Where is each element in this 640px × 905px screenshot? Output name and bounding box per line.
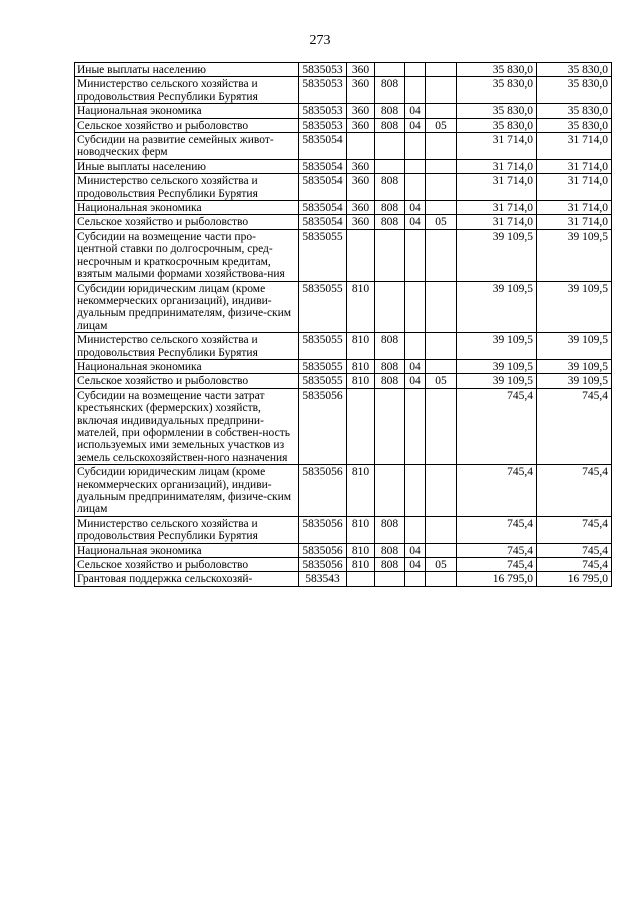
administrator-cell: 808 [375, 215, 405, 229]
section-cell [405, 174, 426, 201]
subsection-cell: 05 [426, 118, 457, 132]
row-name-cell: Иные выплаты населению [75, 63, 299, 77]
table-row [75, 558, 612, 572]
amount-1-cell: 745,4 [457, 465, 537, 517]
amount-1-cell: 31 714,0 [457, 133, 537, 160]
table-row [75, 359, 612, 373]
subsection-cell: 05 [426, 374, 457, 388]
target-article-cell: 5835054 [299, 215, 347, 229]
table-row [75, 133, 612, 160]
amount-2-cell: 745,4 [537, 516, 612, 543]
subsection-cell: 05 [426, 215, 457, 229]
target-article-cell: 5835056 [299, 543, 347, 557]
amount-2-cell: 31 714,0 [537, 133, 612, 160]
target-article-cell: 5835054 [299, 174, 347, 201]
subsection-cell [426, 201, 457, 215]
administrator-cell: 808 [375, 374, 405, 388]
expense-type-cell: 810 [347, 359, 375, 373]
amount-1-cell: 745,4 [457, 558, 537, 572]
table-row [75, 229, 612, 281]
section-cell: 04 [405, 215, 426, 229]
row-name-cell: Министерство сельского хозяйства и продовольствия Республики Бурятия [75, 516, 299, 543]
row-name-cell: Министерство сельского хозяйства и продовольствия Республики Бурятия [75, 174, 299, 201]
expense-type-cell: 360 [347, 77, 375, 104]
section-cell [405, 159, 426, 173]
target-article-cell: 5835056 [299, 388, 347, 464]
subsection-cell [426, 543, 457, 557]
row-name-cell: Сельское хозяйство и рыболовство [75, 118, 299, 132]
table-row [75, 215, 612, 229]
section-cell [405, 465, 426, 517]
table-row [75, 516, 612, 543]
expense-type-cell: 810 [347, 516, 375, 543]
expense-type-cell [347, 388, 375, 464]
amount-2-cell: 35 830,0 [537, 104, 612, 118]
amount-2-cell: 39 109,5 [537, 374, 612, 388]
table-row [75, 174, 612, 201]
amount-2-cell: 31 714,0 [537, 174, 612, 201]
row-name-cell: Национальная экономика [75, 543, 299, 557]
target-article-cell: 5835053 [299, 104, 347, 118]
amount-1-cell: 35 830,0 [457, 77, 537, 104]
expense-type-cell [347, 133, 375, 160]
subsection-cell [426, 281, 457, 333]
target-article-cell: 5835055 [299, 229, 347, 281]
expense-type-cell [347, 572, 375, 586]
subsection-cell [426, 465, 457, 517]
amount-1-cell: 31 714,0 [457, 215, 537, 229]
row-name-cell: Сельское хозяйство и рыболовство [75, 215, 299, 229]
section-cell [405, 516, 426, 543]
amount-1-cell: 31 714,0 [457, 201, 537, 215]
amount-1-cell: 39 109,5 [457, 374, 537, 388]
target-article-cell: 5835054 [299, 159, 347, 173]
amount-2-cell: 745,4 [537, 388, 612, 464]
administrator-cell: 808 [375, 558, 405, 572]
amount-2-cell: 35 830,0 [537, 63, 612, 77]
row-name-cell: Сельское хозяйство и рыболовство [75, 374, 299, 388]
administrator-cell [375, 63, 405, 77]
amount-2-cell: 39 109,5 [537, 359, 612, 373]
row-name-cell: Национальная экономика [75, 359, 299, 373]
amount-2-cell: 31 714,0 [537, 159, 612, 173]
target-article-cell: 5835054 [299, 133, 347, 160]
section-cell: 04 [405, 104, 426, 118]
row-name-cell: Субсидии на возмещение части затрат крестьянских (фермерских) хозяйств, включая индивидуальных предприни-мателей, при оформлении в собствен-ность используемых ими земельных участков из земель сельскохозяйствен-ного назначения [75, 388, 299, 464]
administrator-cell: 808 [375, 201, 405, 215]
section-cell [405, 388, 426, 464]
administrator-cell [375, 159, 405, 173]
subsection-cell [426, 229, 457, 281]
row-name-cell: Грантовая поддержка сельскохозяй- [75, 572, 299, 586]
row-name-cell: Субсидии юридическим лицам (кроме некоммерческих организаций), индиви-дуальным предпринимателям, физиче-ским лицам [75, 465, 299, 517]
subsection-cell [426, 388, 457, 464]
subsection-cell [426, 516, 457, 543]
section-cell: 04 [405, 543, 426, 557]
administrator-cell: 808 [375, 77, 405, 104]
section-cell: 04 [405, 359, 426, 373]
expense-type-cell: 360 [347, 63, 375, 77]
expense-type-cell: 360 [347, 215, 375, 229]
target-article-cell: 5835055 [299, 374, 347, 388]
subsection-cell [426, 159, 457, 173]
section-cell [405, 281, 426, 333]
row-name-cell: Субсидии на возмещение части про-центной ставки по долгосрочным, сред-несрочным и краткосрочным кредитам, взятым малыми формами хозяйствова-ния [75, 229, 299, 281]
expense-type-cell: 810 [347, 465, 375, 517]
table-row [75, 572, 612, 586]
expense-type-cell: 810 [347, 374, 375, 388]
amount-1-cell: 745,4 [457, 516, 537, 543]
table-row [75, 159, 612, 173]
table-row [75, 281, 612, 333]
target-article-cell: 5835056 [299, 516, 347, 543]
administrator-cell: 808 [375, 543, 405, 557]
table-row [75, 201, 612, 215]
administrator-cell: 808 [375, 516, 405, 543]
row-name-cell: Министерство сельского хозяйства и продовольствия Республики Бурятия [75, 333, 299, 360]
section-cell [405, 333, 426, 360]
section-cell: 04 [405, 118, 426, 132]
administrator-cell [375, 572, 405, 586]
subsection-cell [426, 572, 457, 586]
section-cell [405, 63, 426, 77]
amount-2-cell: 35 830,0 [537, 77, 612, 104]
administrator-cell [375, 388, 405, 464]
subsection-cell [426, 333, 457, 360]
subsection-cell [426, 174, 457, 201]
amount-2-cell: 745,4 [537, 558, 612, 572]
target-article-cell: 5835056 [299, 465, 347, 517]
amount-1-cell: 39 109,5 [457, 281, 537, 333]
amount-2-cell: 745,4 [537, 465, 612, 517]
expense-type-cell: 810 [347, 281, 375, 333]
amount-1-cell: 35 830,0 [457, 118, 537, 132]
amount-2-cell: 35 830,0 [537, 118, 612, 132]
amount-2-cell: 31 714,0 [537, 215, 612, 229]
amount-1-cell: 39 109,5 [457, 359, 537, 373]
administrator-cell: 808 [375, 174, 405, 201]
page-number: 273 [309, 33, 331, 48]
table-row [75, 388, 612, 464]
table-row [75, 465, 612, 517]
section-cell: 04 [405, 201, 426, 215]
amount-2-cell: 39 109,5 [537, 333, 612, 360]
amount-1-cell: 745,4 [457, 388, 537, 464]
section-cell [405, 229, 426, 281]
amount-1-cell: 39 109,5 [457, 229, 537, 281]
row-name-cell: Субсидии на развитие семейных живот-новодческих ферм [75, 133, 299, 160]
amount-2-cell: 745,4 [537, 543, 612, 557]
section-cell: 04 [405, 374, 426, 388]
subsection-cell [426, 77, 457, 104]
administrator-cell [375, 133, 405, 160]
subsection-cell: 05 [426, 558, 457, 572]
amount-1-cell: 31 714,0 [457, 174, 537, 201]
section-cell [405, 572, 426, 586]
administrator-cell [375, 465, 405, 517]
row-name-cell: Национальная экономика [75, 104, 299, 118]
amount-1-cell: 31 714,0 [457, 159, 537, 173]
expense-type-cell: 810 [347, 558, 375, 572]
budget-table [74, 62, 612, 587]
administrator-cell [375, 281, 405, 333]
amount-1-cell: 39 109,5 [457, 333, 537, 360]
expense-type-cell: 810 [347, 333, 375, 360]
subsection-cell [426, 359, 457, 373]
amount-2-cell: 39 109,5 [537, 229, 612, 281]
amount-2-cell: 39 109,5 [537, 281, 612, 333]
amount-2-cell: 16 795,0 [537, 572, 612, 586]
administrator-cell: 808 [375, 104, 405, 118]
row-name-cell: Министерство сельского хозяйства и продовольствия Республики Бурятия [75, 77, 299, 104]
target-article-cell: 5835054 [299, 201, 347, 215]
section-cell [405, 133, 426, 160]
administrator-cell: 808 [375, 118, 405, 132]
subsection-cell [426, 104, 457, 118]
row-name-cell: Субсидии юридическим лицам (кроме некоммерческих организаций), индиви-дуальным предпринимателям, физиче-ским лицам [75, 281, 299, 333]
administrator-cell: 808 [375, 359, 405, 373]
target-article-cell: 5835053 [299, 63, 347, 77]
subsection-cell [426, 133, 457, 160]
expense-type-cell [347, 229, 375, 281]
amount-1-cell: 35 830,0 [457, 104, 537, 118]
section-cell: 04 [405, 558, 426, 572]
expense-type-cell: 360 [347, 104, 375, 118]
expense-type-cell: 810 [347, 543, 375, 557]
target-article-cell: 5835055 [299, 333, 347, 360]
subsection-cell [426, 63, 457, 77]
expense-type-cell: 360 [347, 174, 375, 201]
expense-type-cell: 360 [347, 118, 375, 132]
budget-table-body [75, 63, 612, 587]
row-name-cell: Иные выплаты населению [75, 159, 299, 173]
row-name-cell: Сельское хозяйство и рыболовство [75, 558, 299, 572]
table-row [75, 63, 612, 77]
section-cell [405, 77, 426, 104]
amount-1-cell: 745,4 [457, 543, 537, 557]
administrator-cell [375, 229, 405, 281]
table-row [75, 118, 612, 132]
target-article-cell: 583543 [299, 572, 347, 586]
table-row [75, 104, 612, 118]
table-row [75, 374, 612, 388]
amount-1-cell: 35 830,0 [457, 63, 537, 77]
row-name-cell: Национальная экономика [75, 201, 299, 215]
amount-2-cell: 31 714,0 [537, 201, 612, 215]
expense-type-cell: 360 [347, 159, 375, 173]
table-row [75, 333, 612, 360]
target-article-cell: 5835055 [299, 359, 347, 373]
administrator-cell: 808 [375, 333, 405, 360]
target-article-cell: 5835056 [299, 558, 347, 572]
target-article-cell: 5835055 [299, 281, 347, 333]
expense-type-cell: 360 [347, 201, 375, 215]
target-article-cell: 5835053 [299, 118, 347, 132]
table-row [75, 543, 612, 557]
target-article-cell: 5835053 [299, 77, 347, 104]
amount-1-cell: 16 795,0 [457, 572, 537, 586]
table-row [75, 77, 612, 104]
